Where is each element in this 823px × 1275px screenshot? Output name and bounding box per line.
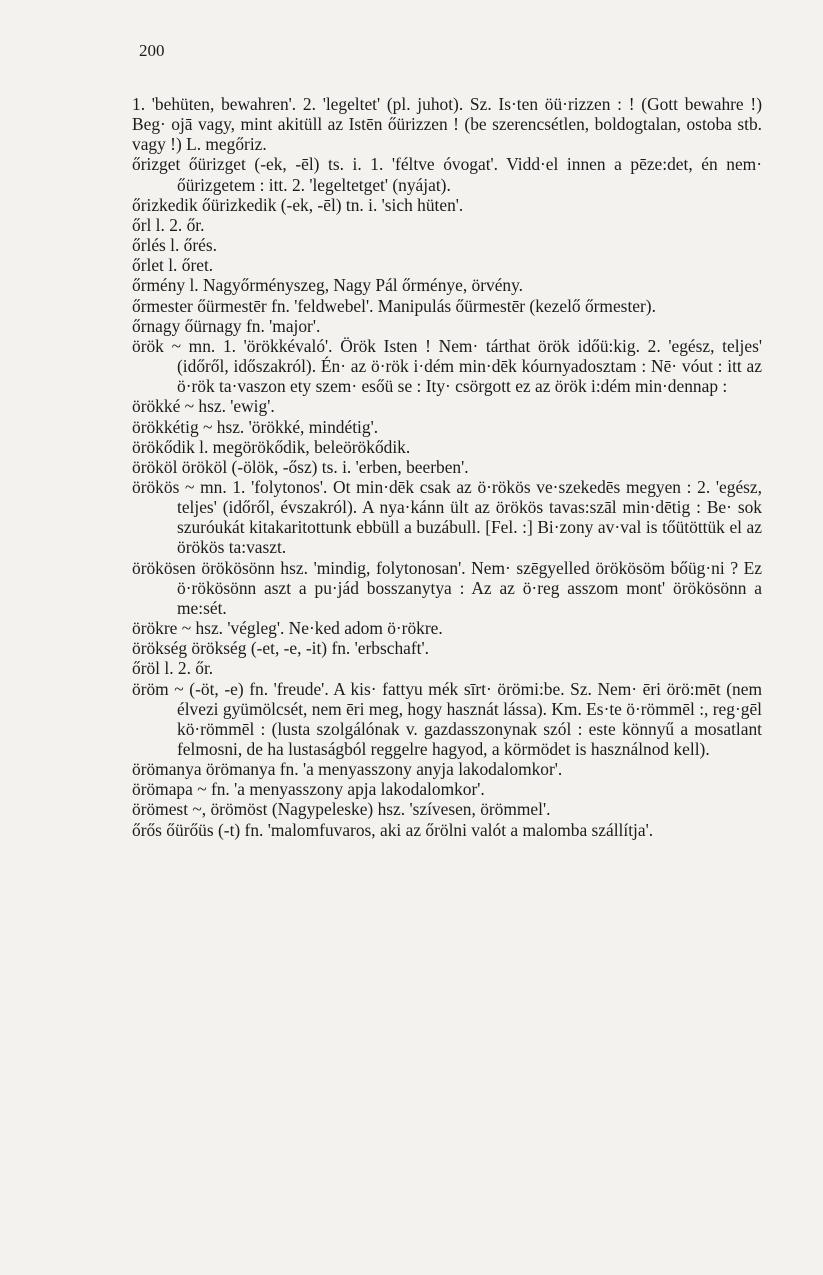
- page-number: 200: [139, 41, 165, 60]
- entry-orom: öröm ~ (-öt, -e) fn. 'freude'. A kis· fattyu mék sīrt· örömi:be. Sz. Nem· ēri örö:mēt (nem élvezi gyümölcsét, nem ēri meg, hogy hasznát lássa). Km. Es·te ö·römmēl :, reg·gēl kö·römmēl : (lusta szolgálónak v. gazdasszonynak szól : este könnyű a mosatlant felmosni, de ha lustaságból reggelre hagyod, a körmödet is használnod kell).: [132, 678, 762, 759]
- entry-orles: őrlés l. őrés.: [132, 235, 218, 256]
- entry-orokosen: örökösen örökösönn hsz. 'mindig, folytonosan'. Nem· szēgyelled örökösöm bőüg·ni ? Ez ö·rökösönn aszt a pu·jád bosszanytya : Az az ö·reg asszom mont' örökösönn a me:sét.: [132, 557, 762, 618]
- entry-oromapa: örömapa ~ fn. 'a menyasszony apja lakodalomkor'.: [132, 779, 485, 800]
- entry-oromanya: örömanya örömanya fn. 'a menyasszony anyja lakodalomkor'.: [132, 759, 563, 780]
- entry-orizget: őrizget őürizget (-ek, -ēl) ts. i. 1. 'féltve óvogat'. Vidd·el innen a pēze:det, én nem· őürizgetem : itt. 2. 'legeltetget' (nyájat).: [132, 154, 762, 195]
- entry-orokos: örökös ~ mn. 1. 'folytonos'. Ot min·dēk csak az ö·rökös ve·szekedēs megyen : 2. 'egész, teljes' (időről, évszakról). A nya·kánn ült az örökös tavas:szāl min·dētig : Be· sok szuróukát kitakaritottunk ebbüll a buzábull. [Fel. :] Bi·zony av·val is tőütöttük el az örökös ta:vaszt.: [132, 476, 762, 558]
- entry-orokre: örökre ~ hsz. 'végleg'. Ne·ked adom ö·rökre.: [132, 618, 443, 639]
- entry-orokketig: örökkétig ~ hsz. 'örökké, mindétig'.: [132, 416, 379, 437]
- entry-oromest: örömest ~, örömöst (Nagypeleske) hsz. 'szívesen, örömmel'.: [132, 799, 551, 820]
- entry-orlet: őrlet l. őret.: [132, 255, 214, 276]
- entry-orokodik: örökődik l. megörökődik, beleörökődik.: [132, 436, 411, 457]
- entry-orizkedik: őrizkedik őürizkedik (-ek, -ēl) tn. i. 'sich hüten'.: [132, 194, 464, 215]
- entry-orokke: örökké ~ hsz. 'ewig'.: [132, 396, 275, 417]
- entry-orl: őrl l. 2. őr.: [132, 214, 205, 235]
- entry-ormeny: őrmény l. Nagyőrményszeg, Nagy Pál őrménye, örvény.: [132, 275, 524, 296]
- entry-orol: őröl l. 2. őr.: [132, 658, 214, 679]
- entry-orokol: örököl örököl (-ölök, -ősz) ts. i. 'erben, beerben'.: [132, 456, 469, 477]
- entry-orokseg: örökség örökség (-et, -e, -it) fn. 'erbschaft'.: [132, 638, 429, 659]
- entry-orok: örök ~ mn. 1. 'örökkévaló'. Örök Isten ! Nem· tárthat örök időü:kig. 2. 'egész, teljes' (időről, időszakról). Én· az ö·rök i·dém min·dēk kóurnyadosztam : Nē· vóut : itt az ö·rök ta·vaszon ety szem· esőü se : Ity· csörgott ez az örök i:dém min·dennap :: [132, 335, 762, 397]
- entry-ormester: őrmester őürmestēr fn. 'feldwebel'. Manipulás őürmestēr (kezelő őrmester).: [132, 295, 656, 316]
- entry-ornagy: őrnagy őürnagy fn. 'major'.: [132, 315, 321, 336]
- entry-orizzen-continuation: 1. 'behüten, bewahren'. 2. 'legeltet' (pl. juhot). Sz. Is·ten öü·rizzen : ! (Gott bewahre !) Beg· ojā vagy, mint akitüll az Istēn őürizzen ! (be szerencsétlen, boldogtalan, ostoba stb. vagy !) L. megőriz.: [132, 94, 762, 155]
- entry-oros: őrős őürőüs (-t) fn. 'malomfuvaros, aki az őrölni valót a malomba szállítja'.: [132, 819, 654, 840]
- dictionary-text: [132, 94, 762, 840]
